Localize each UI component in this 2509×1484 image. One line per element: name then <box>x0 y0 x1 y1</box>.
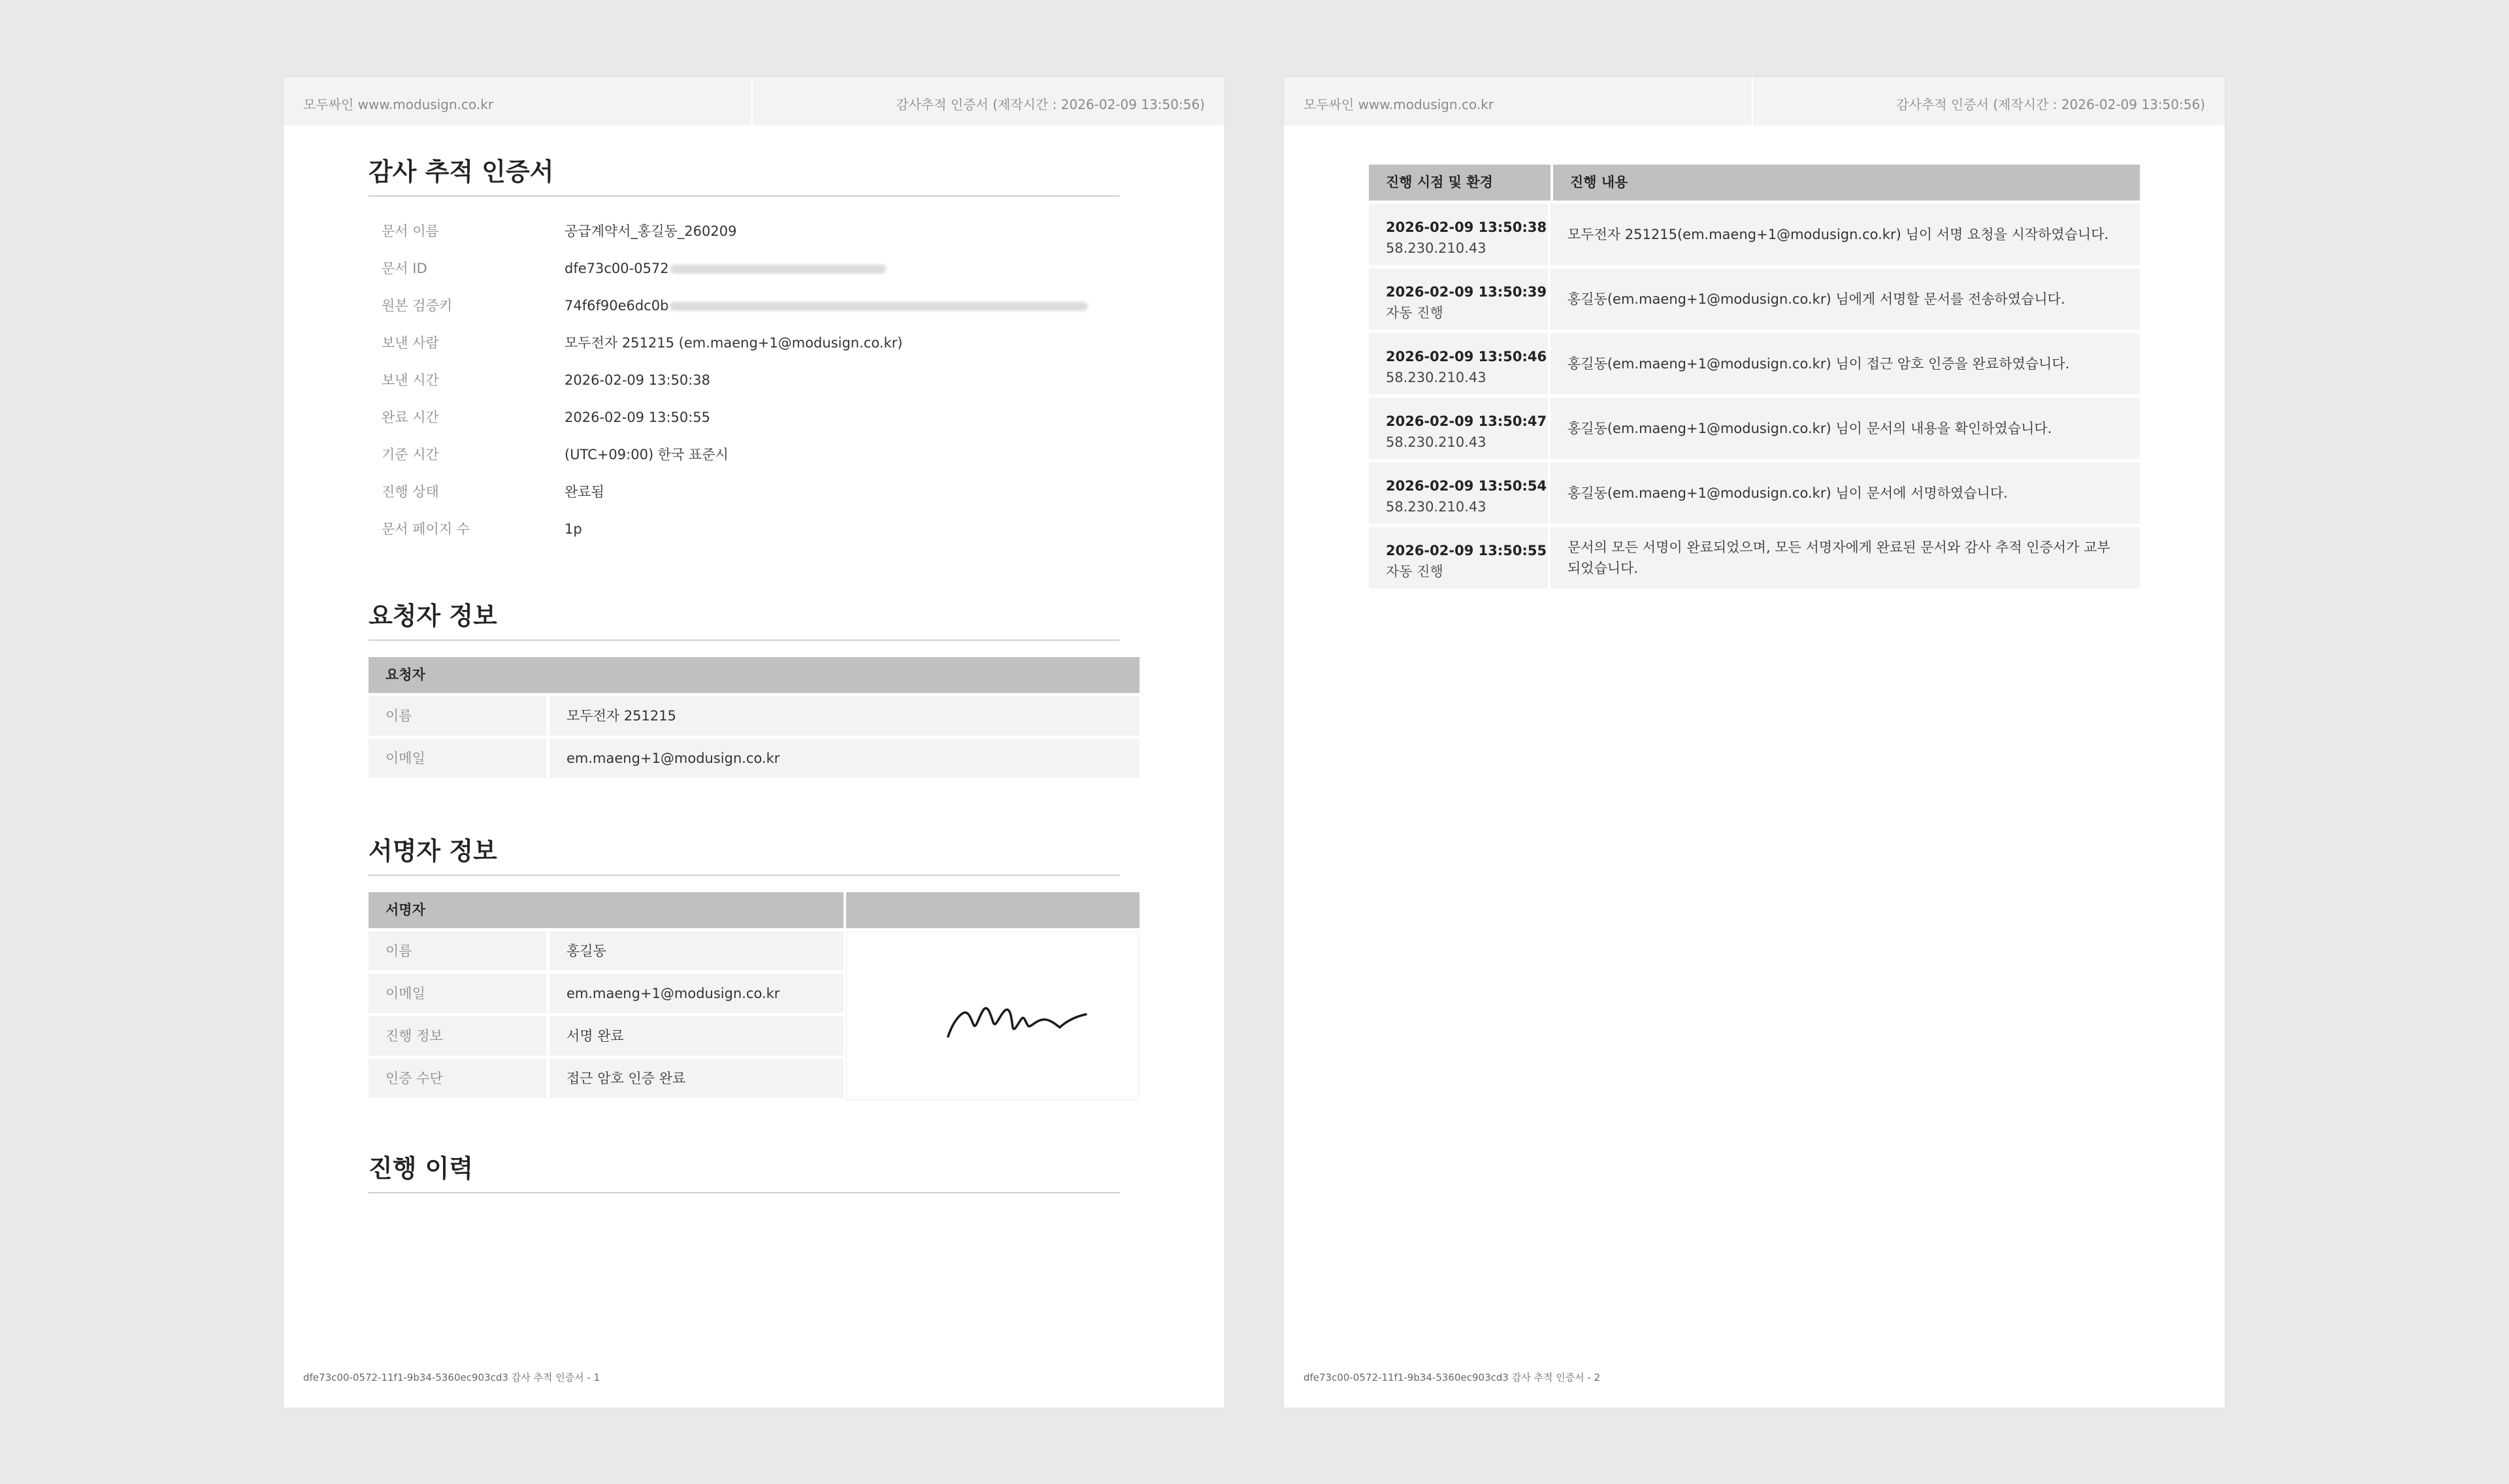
history-time: 2026-02-09 13:50:47 <box>1386 413 1547 429</box>
info-value: 74f6f90e6dc0b <box>565 298 669 314</box>
history-time: 2026-02-09 13:50:38 <box>1386 219 1547 235</box>
blurred-text <box>670 302 1088 311</box>
row-value: 서명 완료 <box>549 1016 844 1056</box>
history-section-title: 진행 이력 <box>369 1148 1120 1193</box>
history-time: 2026-02-09 13:50:46 <box>1386 349 1547 364</box>
history-time: 2026-02-09 13:50:39 <box>1386 284 1547 300</box>
info-label: 보낸 사람 <box>382 335 439 351</box>
row-value: em.maeng+1@modusign.co.kr <box>549 974 844 1013</box>
history-when <box>1369 268 1548 330</box>
history-env: 자동 진행 <box>1386 305 1443 321</box>
row-value: 홍길동 <box>549 931 844 971</box>
info-value: dfe73c00-0572 <box>565 261 669 276</box>
history-env: 자동 진행 <box>1386 564 1443 579</box>
history-when <box>1369 398 1548 459</box>
row-label: 이름 <box>369 696 546 735</box>
info-row-doc-id <box>382 258 1100 295</box>
history-col-time: 진행 시점 및 환경 <box>1386 174 1493 190</box>
header-site: 모두싸인 www.modusign.co.kr <box>303 97 494 112</box>
table-row <box>1369 268 2140 330</box>
info-label: 보낸 시간 <box>382 372 439 388</box>
history-desc: 문서의 모든 서명이 완료되었으며, 모든 서명자에게 완료된 문서와 감사 추적 인증서가 교부되었습니다. <box>1550 527 2140 589</box>
history-when <box>1369 333 1548 395</box>
history-time: 2026-02-09 13:50:55 <box>1386 543 1547 558</box>
info-label: 문서 이름 <box>382 223 439 239</box>
page-footer: dfe73c00-0572-11f1-9b34-5360ec903cd3 감사 추적 인증서 - 2 <box>1304 1372 1601 1383</box>
row-label: 이메일 <box>369 739 546 778</box>
table-row <box>1369 398 2140 459</box>
history-col-content: 진행 내용 <box>1550 165 2140 201</box>
certificate-page-2 <box>1284 77 2225 1408</box>
info-value: 2026-02-09 13:50:55 <box>565 410 711 425</box>
signature-box <box>846 931 1140 1100</box>
history-table-header <box>1369 165 2140 201</box>
info-label: 완료 시간 <box>382 410 439 425</box>
table-row <box>1369 462 2140 524</box>
info-row-sent-time <box>382 370 1100 407</box>
history-desc: 모두전자 251215(em.maeng+1@modusign.co.kr) 님이 서명 요청을 시작하였습니다. <box>1550 204 2140 265</box>
document-info <box>382 221 1100 556</box>
header-divider <box>1752 77 1753 125</box>
row-value: 접근 암호 인증 완료 <box>549 1059 844 1098</box>
info-label: 진행 상태 <box>382 484 439 500</box>
info-value: 2026-02-09 13:50:38 <box>565 372 711 388</box>
signer-rows <box>369 928 844 1098</box>
header-created-time: 감사추적 인증서 (제작시간 : 2026-02-09 13:50:56) <box>896 97 1205 112</box>
certificate-page-1 <box>284 77 1224 1408</box>
page-header <box>1284 77 2225 125</box>
page-header <box>284 77 1224 125</box>
header-site: 모두싸인 www.modusign.co.kr <box>1304 97 1494 112</box>
info-row-doc-name <box>382 221 1100 258</box>
info-row-completed-time <box>382 407 1100 444</box>
table-row <box>369 739 1140 778</box>
table-row <box>1369 527 2140 589</box>
history-env: 58.230.210.43 <box>1386 499 1486 515</box>
history-desc: 홍길동(em.maeng+1@modusign.co.kr) 님이 문서의 내용을 확인하였습니다. <box>1550 398 2140 459</box>
page-footer: dfe73c00-0572-11f1-9b34-5360ec903cd3 감사 추적 인증서 - 1 <box>303 1372 600 1383</box>
info-value: 1p <box>565 521 582 537</box>
table-row <box>369 1016 844 1056</box>
signer-table <box>369 892 1140 1101</box>
row-label: 이메일 <box>369 974 546 1013</box>
info-row-hash <box>382 295 1100 332</box>
history-env: 58.230.210.43 <box>1386 370 1486 385</box>
info-row-timezone <box>382 444 1100 481</box>
history-env: 58.230.210.43 <box>1386 434 1486 450</box>
history-when <box>1369 204 1548 265</box>
history-desc: 홍길동(em.maeng+1@modusign.co.kr) 님이 문서에 서명하였습니다. <box>1550 462 2140 524</box>
requester-section-title: 요청자 정보 <box>369 596 1120 641</box>
info-label: 문서 페이지 수 <box>382 521 470 537</box>
header-created-time: 감사추적 인증서 (제작시간 : 2026-02-09 13:50:56) <box>1896 97 2205 112</box>
row-label: 진행 정보 <box>369 1016 546 1056</box>
history-desc: 홍길동(em.maeng+1@modusign.co.kr) 님이 접근 암호 인증을 완료하였습니다. <box>1550 333 2140 395</box>
info-value: (UTC+09:00) 한국 표준시 <box>565 447 729 462</box>
signer-table-header: 서명자 <box>369 892 844 928</box>
blurred-text <box>670 265 886 274</box>
history-desc: 홍길동(em.maeng+1@modusign.co.kr) 님에게 서명할 문서를 전송하였습니다. <box>1550 268 2140 330</box>
history-time: 2026-02-09 13:50:54 <box>1386 478 1547 494</box>
signer-table-header-right <box>846 892 1140 928</box>
certificate-title: 감사 추적 인증서 <box>369 152 1120 197</box>
row-label: 인증 수단 <box>369 1059 546 1098</box>
table-row <box>369 1059 844 1098</box>
info-value: 공급계약서_홍길동_260209 <box>565 223 737 239</box>
table-row <box>1369 333 2140 395</box>
header-divider <box>751 77 753 125</box>
row-label: 이름 <box>369 931 546 971</box>
table-row <box>1369 204 2140 265</box>
info-label: 문서 ID <box>382 261 427 276</box>
info-label: 원본 검증키 <box>382 298 453 314</box>
signature-image <box>945 997 1102 1043</box>
info-value: 모두전자 251215 (em.maeng+1@modusign.co.kr) <box>565 335 903 351</box>
row-value: 모두전자 251215 <box>549 696 1140 735</box>
info-value: 완료됨 <box>565 484 604 500</box>
history-when <box>1369 462 1548 524</box>
signer-section-title: 서명자 정보 <box>369 831 1120 876</box>
info-label: 기준 시간 <box>382 447 439 462</box>
info-row-status <box>382 481 1100 519</box>
history-env: 58.230.210.43 <box>1386 240 1486 256</box>
history-table <box>1369 165 2140 589</box>
info-row-page-count <box>382 519 1100 556</box>
info-row-sender <box>382 332 1100 370</box>
table-row <box>369 974 844 1013</box>
requester-table-header: 요청자 <box>369 657 1140 693</box>
history-when <box>1369 527 1548 589</box>
requester-table <box>369 657 1140 778</box>
table-row <box>369 696 1140 735</box>
row-value: em.maeng+1@modusign.co.kr <box>549 739 1140 778</box>
table-row <box>369 931 844 971</box>
